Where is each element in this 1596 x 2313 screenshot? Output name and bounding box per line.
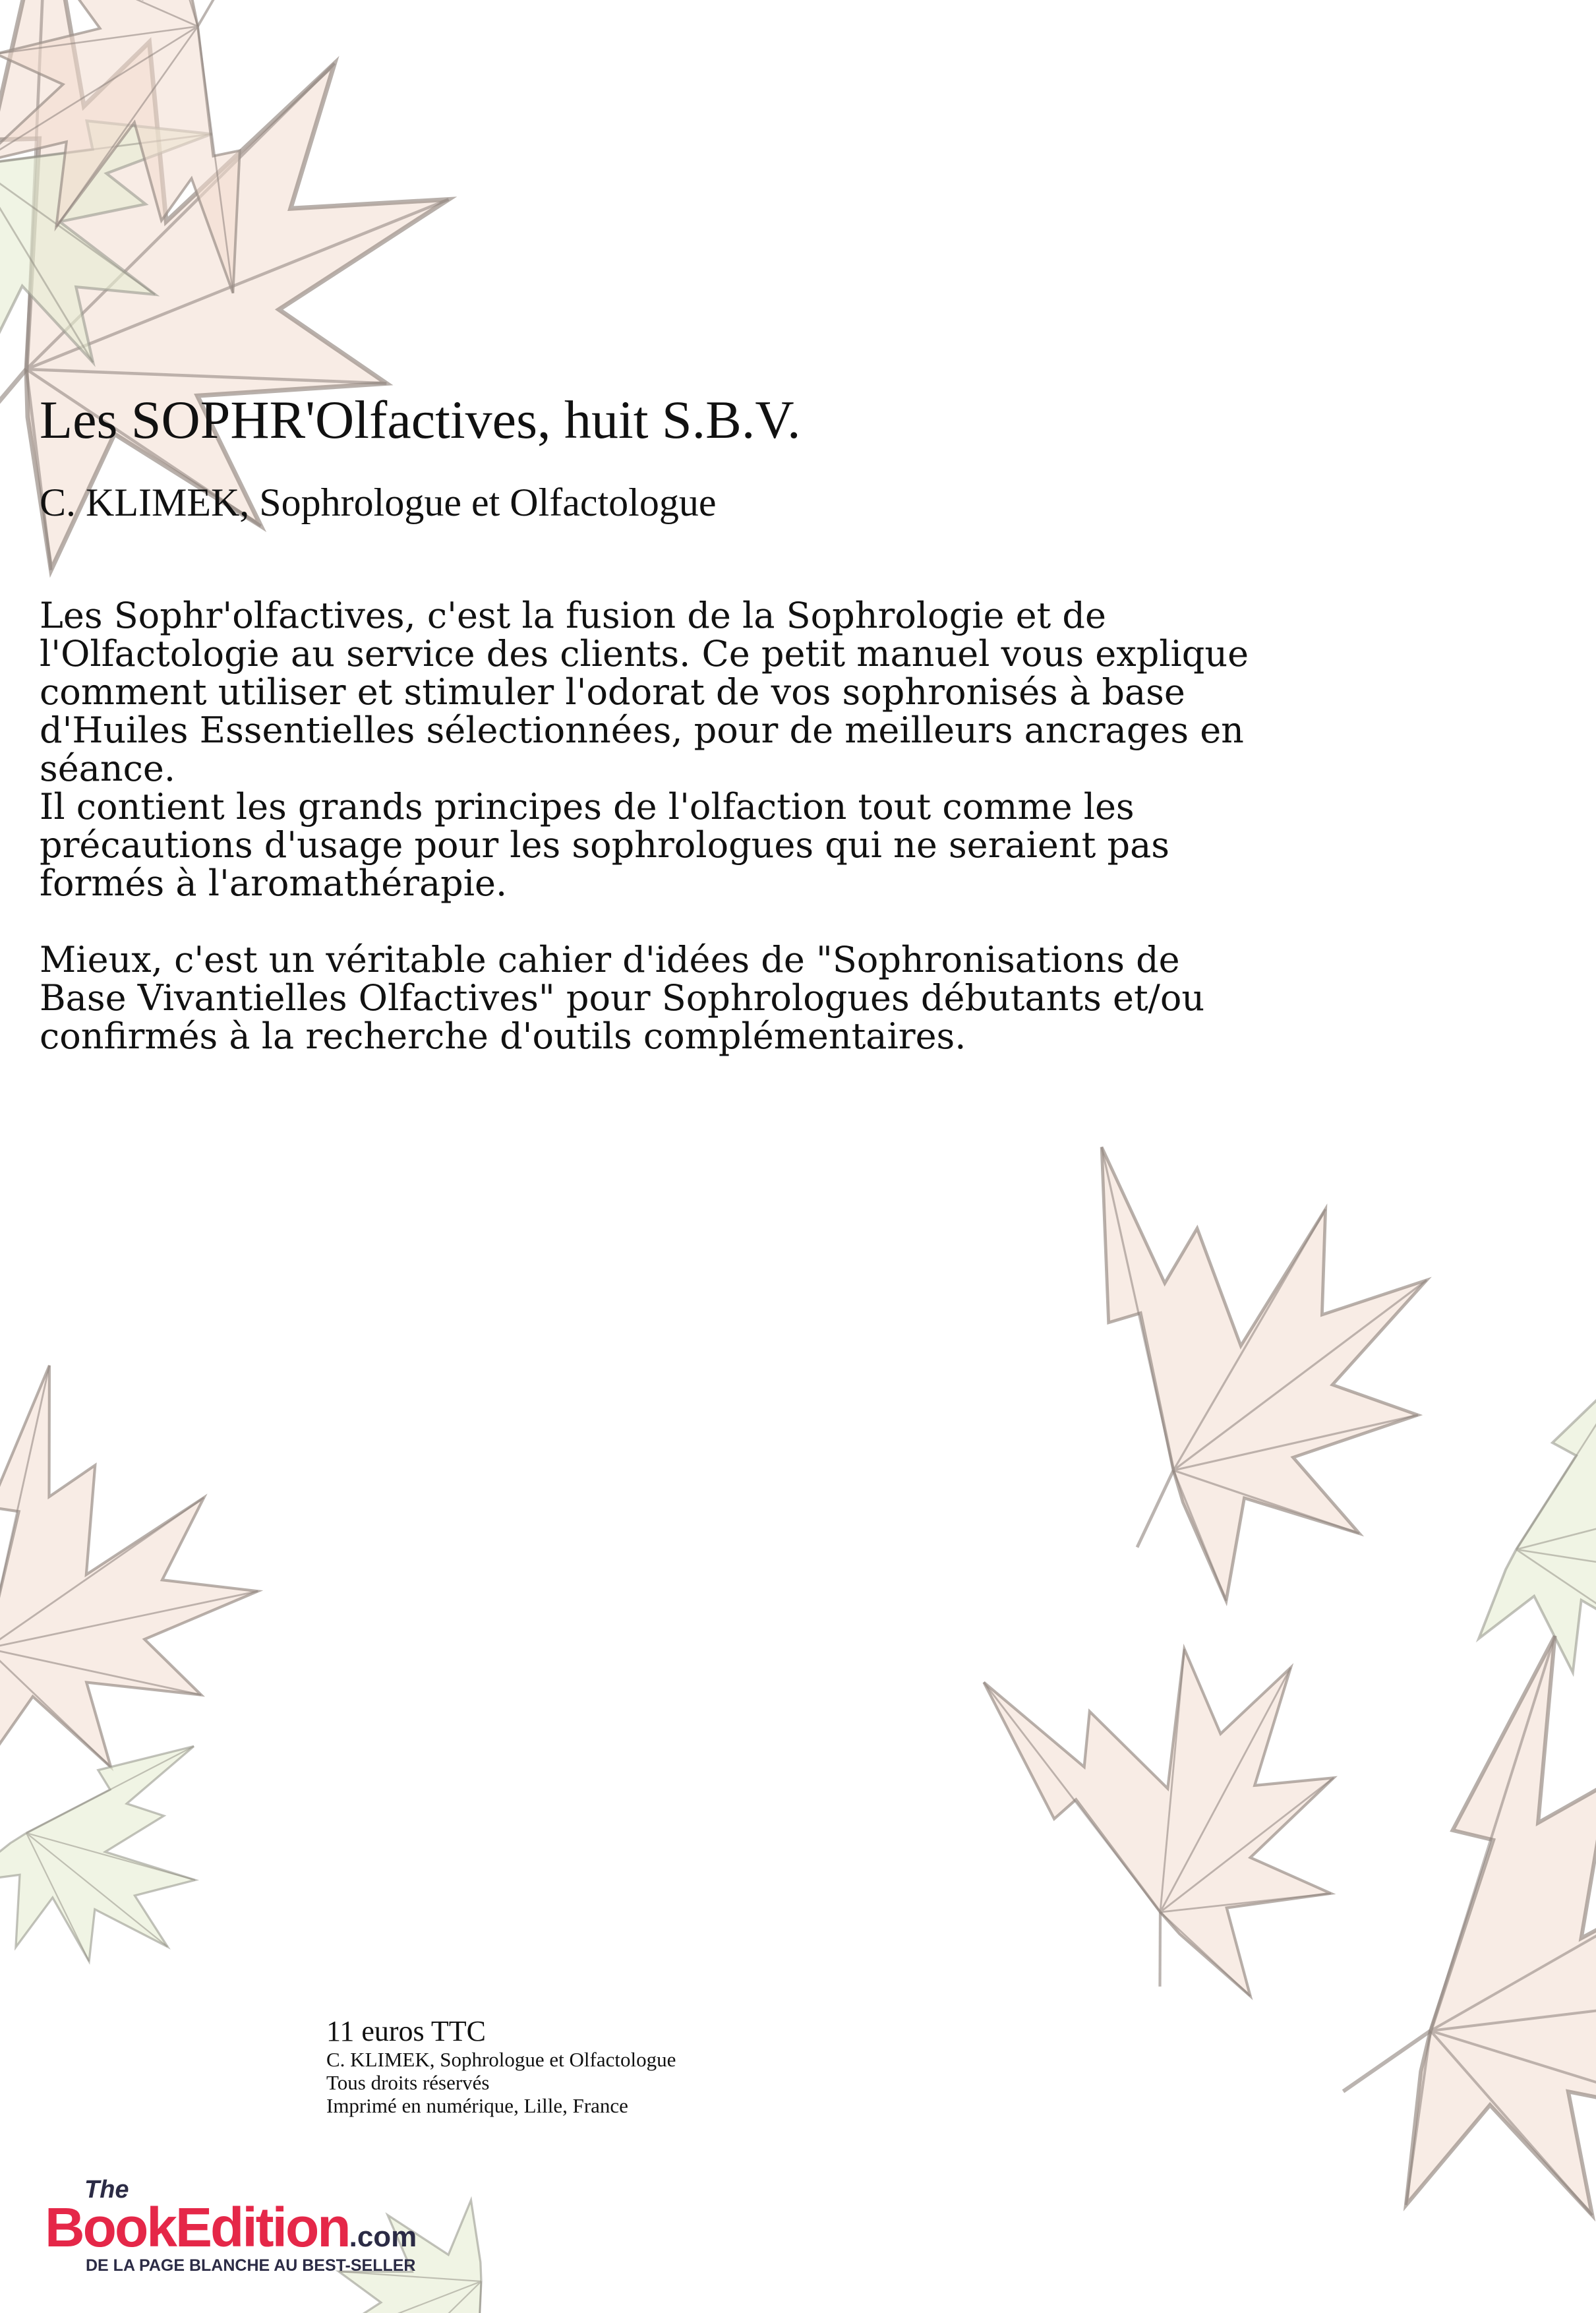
- leaf-mid-right: [937, 1038, 1523, 1642]
- logo-tagline: DE LA PAGE BLANCHE AU BEST-SELLER: [86, 2256, 416, 2275]
- back-cover-blurb: [40, 597, 1266, 1094]
- colophon: [326, 2015, 676, 2117]
- leaf-right-edge: [1476, 1343, 1596, 1697]
- leaf-left-middle: [0, 1337, 283, 1796]
- book-author: C. KLIMEK, Sophrologue et Olfactologue: [40, 481, 717, 524]
- blurb-paragraph-1: [40, 597, 1266, 903]
- print-location: Imprimé en numérique, Lille, France: [326, 2094, 628, 2117]
- blurb-paragraph-2-text: Il contient les grands principes de l'olfaction tout comme les précautions d'usage pour les sophrologues qui ne seraient pas formés à l'aromathérapie.: [40, 786, 1169, 904]
- logo-brand-name: BookEdition: [45, 2196, 349, 2258]
- logo-the: The: [84, 2176, 129, 2204]
- bookedition-logo: [45, 2176, 440, 2275]
- logo-domain: .com: [349, 2221, 417, 2253]
- blurb-paragraph-1-text: Les Sophr'olfactives, c'est la fusion de la Sophrologie et de l'Olfactologie au service des clients. Ce petit manuel vous explique comment utiliser et stimuler l'odorat de vos sophronisés à base d'Huiles Essentielles sélectionnées, pour de meilleurs ancrages en séance.: [40, 595, 1249, 789]
- book-title: Les SOPHR'Olfactives, huit S.B.V.: [40, 390, 801, 450]
- price: 11 euros TTC: [326, 2015, 486, 2047]
- leaf-bottom-center: [896, 1538, 1418, 2037]
- logo-brand: [45, 2196, 417, 2260]
- rights-notice: Tous droits réservés: [326, 2071, 490, 2094]
- leaf-left-lower: [0, 1688, 277, 2022]
- blurb-paragraph-3: Mieux, c'est un véritable cahier d'idées de "Sophronisations de Base Vivantielles Olfactives" pour Sophrologues débutants et/ou confirmés à la recherche d'outils complémentaires.: [40, 939, 1205, 1057]
- colophon-author: C. KLIMEK, Sophrologue et Olfactologue: [326, 2048, 676, 2071]
- leaf-bottom-right: [1305, 1615, 1596, 2236]
